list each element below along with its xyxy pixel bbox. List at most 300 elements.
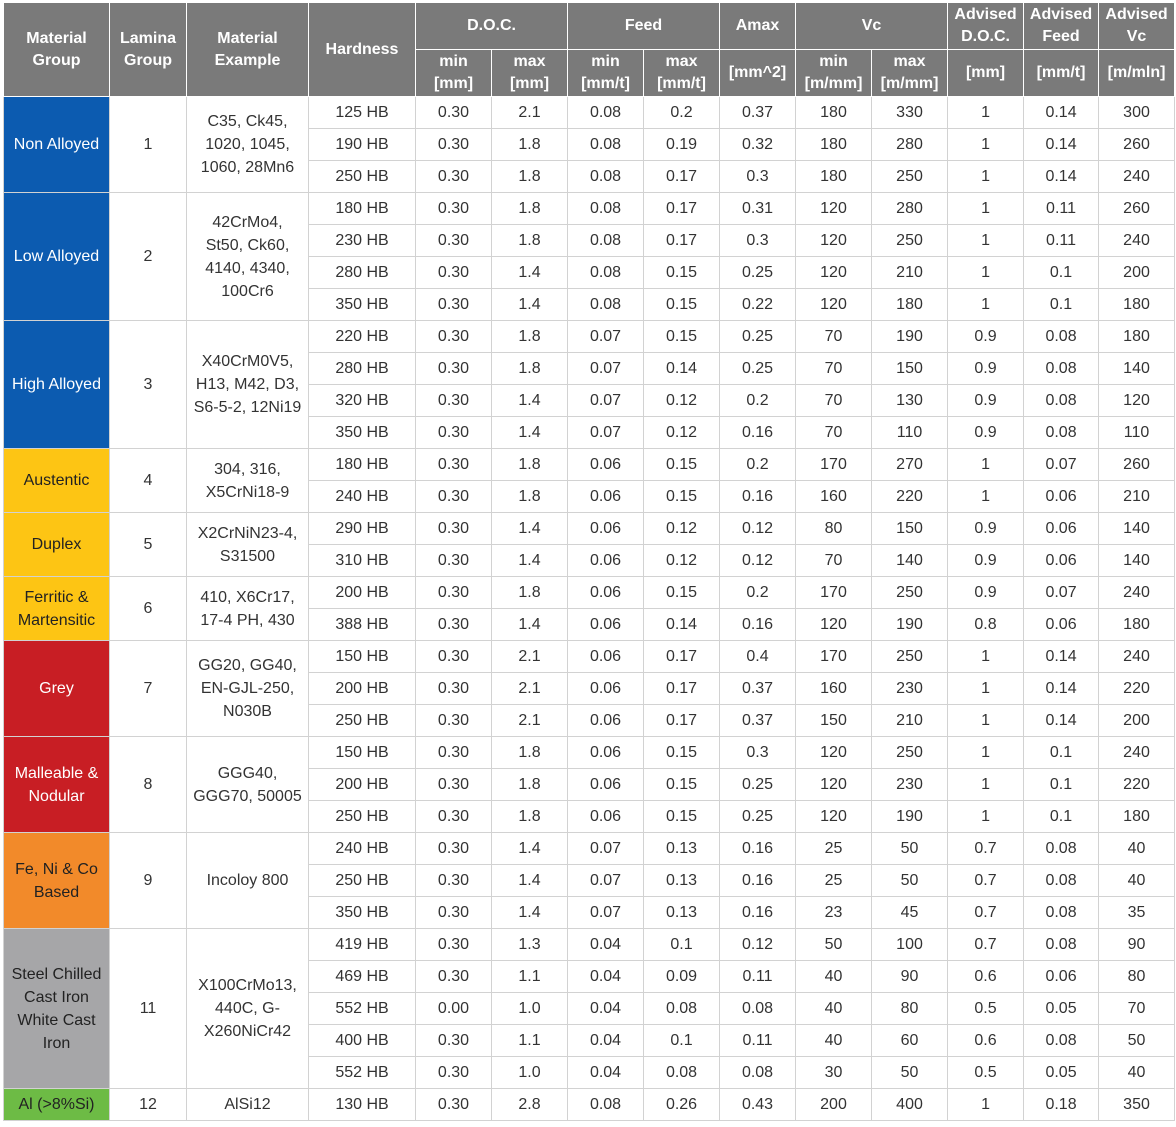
feed-min-cell: 0.08 [568, 1089, 644, 1121]
header-doc: D.O.C. [416, 3, 568, 50]
feed-min-cell: 0.06 [568, 641, 644, 673]
hardness-cell: 419 HB [309, 929, 416, 961]
vc-min-cell: 30 [796, 1057, 872, 1089]
vc-max-cell: 110 [872, 417, 948, 449]
advised-feed-cell: 0.1 [1024, 801, 1099, 833]
material-example-cell: Incoloy 800 [187, 833, 309, 929]
material-group-cell: Steel Chilled Cast Iron White Cast Iron [4, 929, 110, 1089]
amax-cell: 0.11 [720, 1025, 796, 1057]
advised-feed-cell: 0.08 [1024, 353, 1099, 385]
table-row [4, 833, 1175, 865]
material-group-cell: Low Alloyed [4, 193, 110, 321]
doc-min-cell: 0.30 [416, 193, 492, 225]
header-feed-min: min [mm/t] [568, 50, 644, 97]
table-row [4, 929, 1175, 961]
feed-min-cell: 0.08 [568, 257, 644, 289]
feed-max-cell: 0.12 [644, 417, 720, 449]
vc-max-cell: 330 [872, 97, 948, 129]
doc-min-cell: 0.30 [416, 289, 492, 321]
table-row [4, 1089, 1175, 1121]
material-group-cell: Duplex [4, 513, 110, 577]
hardness-cell: 130 HB [309, 1089, 416, 1121]
material-group-cell: Fe, Ni & Co Based [4, 833, 110, 929]
advised-doc-cell: 0.9 [948, 513, 1024, 545]
header-lamina-group: Lamina Group [110, 3, 187, 97]
advised-feed-cell: 0.18 [1024, 1089, 1099, 1121]
table-row [4, 513, 1175, 545]
advised-vc-cell: 200 [1099, 257, 1175, 289]
header-doc-min: min [mm] [416, 50, 492, 97]
cutting-data-table [3, 2, 1175, 1121]
advised-doc-cell: 0.5 [948, 1057, 1024, 1089]
doc-min-cell: 0.30 [416, 769, 492, 801]
header-amax: Amax [720, 3, 796, 50]
amax-cell: 0.11 [720, 961, 796, 993]
feed-min-cell: 0.06 [568, 769, 644, 801]
vc-min-cell: 180 [796, 161, 872, 193]
advised-doc-cell: 0.6 [948, 1025, 1024, 1057]
vc-min-cell: 120 [796, 801, 872, 833]
doc-max-cell: 1.8 [492, 193, 568, 225]
advised-vc-cell: 180 [1099, 289, 1175, 321]
doc-max-cell: 2.1 [492, 641, 568, 673]
hardness-cell: 230 HB [309, 225, 416, 257]
advised-feed-cell: 0.07 [1024, 449, 1099, 481]
material-group-cell: High Alloyed [4, 321, 110, 449]
advised-feed-cell: 0.14 [1024, 673, 1099, 705]
vc-max-cell: 250 [872, 161, 948, 193]
feed-min-cell: 0.06 [568, 481, 644, 513]
header-advised-feed-unit: [mm/t] [1024, 50, 1099, 97]
feed-max-cell: 0.09 [644, 961, 720, 993]
advised-doc-cell: 1 [948, 737, 1024, 769]
hardness-cell: 150 HB [309, 641, 416, 673]
advised-doc-cell: 0.7 [948, 833, 1024, 865]
vc-max-cell: 90 [872, 961, 948, 993]
doc-max-cell: 1.4 [492, 609, 568, 641]
doc-min-cell: 0.30 [416, 225, 492, 257]
vc-max-cell: 250 [872, 641, 948, 673]
hardness-cell: 350 HB [309, 289, 416, 321]
feed-min-cell: 0.06 [568, 673, 644, 705]
vc-min-cell: 120 [796, 737, 872, 769]
material-example-cell: 304, 316, X5CrNi18-9 [187, 449, 309, 513]
feed-min-cell: 0.06 [568, 801, 644, 833]
table-body [4, 97, 1175, 1121]
hardness-cell: 250 HB [309, 161, 416, 193]
hardness-cell: 350 HB [309, 417, 416, 449]
amax-cell: 0.3 [720, 161, 796, 193]
material-example-cell: 410, X6Cr17, 17-4 PH, 430 [187, 577, 309, 641]
hardness-cell: 350 HB [309, 897, 416, 929]
feed-min-cell: 0.04 [568, 929, 644, 961]
feed-min-cell: 0.04 [568, 1025, 644, 1057]
amax-cell: 0.08 [720, 993, 796, 1025]
doc-max-cell: 1.8 [492, 353, 568, 385]
lamina-group-cell: 5 [110, 513, 187, 577]
table-row [4, 321, 1175, 353]
advised-vc-cell: 260 [1099, 129, 1175, 161]
vc-max-cell: 50 [872, 1057, 948, 1089]
advised-vc-cell: 240 [1099, 577, 1175, 609]
advised-feed-cell: 0.1 [1024, 737, 1099, 769]
advised-feed-cell: 0.06 [1024, 481, 1099, 513]
header-vc: Vc [796, 3, 948, 50]
advised-doc-cell: 0.9 [948, 321, 1024, 353]
vc-min-cell: 200 [796, 1089, 872, 1121]
advised-vc-cell: 180 [1099, 801, 1175, 833]
vc-max-cell: 400 [872, 1089, 948, 1121]
vc-max-cell: 45 [872, 897, 948, 929]
vc-max-cell: 250 [872, 225, 948, 257]
amax-cell: 0.31 [720, 193, 796, 225]
advised-vc-cell: 240 [1099, 161, 1175, 193]
vc-min-cell: 180 [796, 97, 872, 129]
hardness-cell: 250 HB [309, 865, 416, 897]
advised-vc-cell: 110 [1099, 417, 1175, 449]
vc-min-cell: 23 [796, 897, 872, 929]
material-example-cell: C35, Ck45, 1020, 1045, 1060, 28Mn6 [187, 97, 309, 193]
amax-cell: 0.25 [720, 321, 796, 353]
vc-max-cell: 220 [872, 481, 948, 513]
doc-max-cell: 1.8 [492, 577, 568, 609]
feed-min-cell: 0.07 [568, 865, 644, 897]
advised-vc-cell: 140 [1099, 545, 1175, 577]
advised-vc-cell: 300 [1099, 97, 1175, 129]
doc-max-cell: 1.4 [492, 545, 568, 577]
amax-cell: 0.32 [720, 129, 796, 161]
doc-max-cell: 1.8 [492, 161, 568, 193]
amax-cell: 0.12 [720, 545, 796, 577]
vc-max-cell: 190 [872, 801, 948, 833]
vc-max-cell: 250 [872, 737, 948, 769]
advised-doc-cell: 0.9 [948, 385, 1024, 417]
advised-feed-cell: 0.08 [1024, 385, 1099, 417]
advised-feed-cell: 0.08 [1024, 321, 1099, 353]
header-material-example: Material Example [187, 3, 309, 97]
advised-vc-cell: 70 [1099, 993, 1175, 1025]
advised-vc-cell: 240 [1099, 225, 1175, 257]
advised-doc-cell: 1 [948, 289, 1024, 321]
header-amax-unit: [mm^2] [720, 50, 796, 97]
feed-max-cell: 0.13 [644, 865, 720, 897]
doc-max-cell: 1.4 [492, 865, 568, 897]
vc-max-cell: 150 [872, 513, 948, 545]
hardness-cell: 125 HB [309, 97, 416, 129]
advised-feed-cell: 0.14 [1024, 641, 1099, 673]
feed-max-cell: 0.13 [644, 897, 720, 929]
advised-vc-cell: 80 [1099, 961, 1175, 993]
feed-min-cell: 0.08 [568, 289, 644, 321]
feed-max-cell: 0.08 [644, 993, 720, 1025]
advised-vc-cell: 140 [1099, 513, 1175, 545]
table-header [4, 3, 1175, 97]
header-advised-doc: Advised D.O.C. [948, 3, 1024, 50]
advised-feed-cell: 0.08 [1024, 1025, 1099, 1057]
vc-min-cell: 150 [796, 705, 872, 737]
vc-min-cell: 70 [796, 321, 872, 353]
advised-vc-cell: 50 [1099, 1025, 1175, 1057]
header-advised-vc-unit: [m/mln] [1099, 50, 1175, 97]
vc-min-cell: 170 [796, 641, 872, 673]
vc-min-cell: 70 [796, 385, 872, 417]
feed-max-cell: 0.08 [644, 1057, 720, 1089]
feed-max-cell: 0.14 [644, 353, 720, 385]
doc-max-cell: 1.1 [492, 961, 568, 993]
amax-cell: 0.37 [720, 673, 796, 705]
advised-doc-cell: 1 [948, 769, 1024, 801]
advised-feed-cell: 0.07 [1024, 577, 1099, 609]
feed-max-cell: 0.2 [644, 97, 720, 129]
advised-vc-cell: 180 [1099, 321, 1175, 353]
header-feed: Feed [568, 3, 720, 50]
vc-max-cell: 100 [872, 929, 948, 961]
amax-cell: 0.4 [720, 641, 796, 673]
hardness-cell: 240 HB [309, 833, 416, 865]
doc-min-cell: 0.30 [416, 961, 492, 993]
doc-max-cell: 1.4 [492, 385, 568, 417]
doc-max-cell: 1.4 [492, 833, 568, 865]
advised-doc-cell: 0.7 [948, 897, 1024, 929]
doc-min-cell: 0.30 [416, 705, 492, 737]
feed-max-cell: 0.17 [644, 641, 720, 673]
feed-min-cell: 0.06 [568, 577, 644, 609]
feed-min-cell: 0.07 [568, 897, 644, 929]
feed-max-cell: 0.19 [644, 129, 720, 161]
feed-max-cell: 0.15 [644, 321, 720, 353]
vc-max-cell: 230 [872, 769, 948, 801]
hardness-cell: 250 HB [309, 801, 416, 833]
doc-min-cell: 0.30 [416, 865, 492, 897]
advised-doc-cell: 1 [948, 225, 1024, 257]
table-row [4, 97, 1175, 129]
advised-vc-cell: 350 [1099, 1089, 1175, 1121]
doc-min-cell: 0.30 [416, 1089, 492, 1121]
doc-min-cell: 0.30 [416, 161, 492, 193]
feed-min-cell: 0.04 [568, 1057, 644, 1089]
doc-max-cell: 2.1 [492, 705, 568, 737]
vc-max-cell: 210 [872, 705, 948, 737]
advised-doc-cell: 0.7 [948, 865, 1024, 897]
lamina-group-cell: 1 [110, 97, 187, 193]
advised-doc-cell: 1 [948, 97, 1024, 129]
material-example-cell: GGG40, GGG70, 50005 [187, 737, 309, 833]
feed-max-cell: 0.12 [644, 385, 720, 417]
amax-cell: 0.08 [720, 1057, 796, 1089]
doc-min-cell: 0.30 [416, 353, 492, 385]
vc-max-cell: 210 [872, 257, 948, 289]
amax-cell: 0.22 [720, 289, 796, 321]
vc-max-cell: 50 [872, 833, 948, 865]
doc-min-cell: 0.30 [416, 1057, 492, 1089]
vc-max-cell: 230 [872, 673, 948, 705]
advised-vc-cell: 200 [1099, 705, 1175, 737]
advised-vc-cell: 220 [1099, 769, 1175, 801]
vc-max-cell: 140 [872, 545, 948, 577]
vc-min-cell: 70 [796, 417, 872, 449]
material-example-cell: 42CrMo4, St50, Ck60, 4140, 4340, 100Cr6 [187, 193, 309, 321]
hardness-cell: 150 HB [309, 737, 416, 769]
advised-doc-cell: 1 [948, 1089, 1024, 1121]
vc-min-cell: 70 [796, 545, 872, 577]
vc-min-cell: 120 [796, 193, 872, 225]
doc-max-cell: 1.4 [492, 257, 568, 289]
amax-cell: 0.25 [720, 801, 796, 833]
doc-max-cell: 1.0 [492, 1057, 568, 1089]
feed-max-cell: 0.26 [644, 1089, 720, 1121]
table-row [4, 193, 1175, 225]
doc-min-cell: 0.30 [416, 385, 492, 417]
header-advised-vc: Advised Vc [1099, 3, 1175, 50]
feed-min-cell: 0.08 [568, 129, 644, 161]
hardness-cell: 220 HB [309, 321, 416, 353]
feed-max-cell: 0.15 [644, 289, 720, 321]
lamina-group-cell: 2 [110, 193, 187, 321]
advised-feed-cell: 0.14 [1024, 161, 1099, 193]
advised-feed-cell: 0.08 [1024, 417, 1099, 449]
amax-cell: 0.2 [720, 577, 796, 609]
vc-max-cell: 180 [872, 289, 948, 321]
advised-feed-cell: 0.08 [1024, 929, 1099, 961]
table-row [4, 641, 1175, 673]
feed-max-cell: 0.17 [644, 193, 720, 225]
doc-min-cell: 0.30 [416, 897, 492, 929]
doc-max-cell: 1.8 [492, 129, 568, 161]
amax-cell: 0.2 [720, 385, 796, 417]
advised-doc-cell: 1 [948, 801, 1024, 833]
header-material-group: Material Group [4, 3, 110, 97]
doc-min-cell: 0.30 [416, 609, 492, 641]
material-example-cell: GG20, GG40, EN-GJL-250, N030B [187, 641, 309, 737]
vc-min-cell: 25 [796, 833, 872, 865]
advised-vc-cell: 140 [1099, 353, 1175, 385]
vc-min-cell: 25 [796, 865, 872, 897]
vc-min-cell: 180 [796, 129, 872, 161]
vc-max-cell: 80 [872, 993, 948, 1025]
material-group-cell: Grey [4, 641, 110, 737]
doc-max-cell: 1.8 [492, 737, 568, 769]
vc-max-cell: 50 [872, 865, 948, 897]
amax-cell: 0.37 [720, 705, 796, 737]
doc-min-cell: 0.30 [416, 1025, 492, 1057]
doc-max-cell: 1.4 [492, 417, 568, 449]
amax-cell: 0.25 [720, 353, 796, 385]
feed-min-cell: 0.07 [568, 353, 644, 385]
advised-vc-cell: 40 [1099, 1057, 1175, 1089]
vc-min-cell: 70 [796, 353, 872, 385]
advised-vc-cell: 180 [1099, 609, 1175, 641]
doc-max-cell: 1.0 [492, 993, 568, 1025]
advised-vc-cell: 120 [1099, 385, 1175, 417]
advised-vc-cell: 40 [1099, 833, 1175, 865]
feed-min-cell: 0.06 [568, 449, 644, 481]
vc-max-cell: 190 [872, 609, 948, 641]
doc-max-cell: 1.1 [492, 1025, 568, 1057]
feed-max-cell: 0.13 [644, 833, 720, 865]
amax-cell: 0.16 [720, 833, 796, 865]
vc-min-cell: 170 [796, 449, 872, 481]
feed-max-cell: 0.15 [644, 801, 720, 833]
advised-feed-cell: 0.14 [1024, 129, 1099, 161]
amax-cell: 0.16 [720, 897, 796, 929]
amax-cell: 0.37 [720, 97, 796, 129]
vc-min-cell: 50 [796, 929, 872, 961]
doc-min-cell: 0.00 [416, 993, 492, 1025]
advised-vc-cell: 220 [1099, 673, 1175, 705]
feed-max-cell: 0.17 [644, 225, 720, 257]
advised-feed-cell: 0.11 [1024, 225, 1099, 257]
amax-cell: 0.12 [720, 929, 796, 961]
lamina-group-cell: 11 [110, 929, 187, 1089]
doc-min-cell: 0.30 [416, 129, 492, 161]
vc-min-cell: 80 [796, 513, 872, 545]
feed-min-cell: 0.04 [568, 961, 644, 993]
feed-max-cell: 0.15 [644, 769, 720, 801]
header-feed-max: max [mm/t] [644, 50, 720, 97]
vc-min-cell: 120 [796, 225, 872, 257]
hardness-cell: 290 HB [309, 513, 416, 545]
vc-min-cell: 160 [796, 481, 872, 513]
advised-doc-cell: 1 [948, 161, 1024, 193]
advised-doc-cell: 1 [948, 449, 1024, 481]
vc-min-cell: 40 [796, 961, 872, 993]
material-example-cell: X2CrNiN23-4, S31500 [187, 513, 309, 577]
table-row [4, 577, 1175, 609]
doc-max-cell: 1.4 [492, 897, 568, 929]
feed-min-cell: 0.07 [568, 833, 644, 865]
advised-feed-cell: 0.11 [1024, 193, 1099, 225]
feed-max-cell: 0.15 [644, 577, 720, 609]
header-hardness: Hardness [309, 3, 416, 97]
doc-max-cell: 2.1 [492, 673, 568, 705]
doc-max-cell: 1.8 [492, 769, 568, 801]
advised-feed-cell: 0.06 [1024, 513, 1099, 545]
material-group-cell: Austentic [4, 449, 110, 513]
feed-min-cell: 0.06 [568, 513, 644, 545]
material-example-cell: X40CrM0V5, H13, M42, D3, S6-5-2, 12Ni19 [187, 321, 309, 449]
hardness-cell: 552 HB [309, 993, 416, 1025]
hardness-cell: 180 HB [309, 193, 416, 225]
feed-max-cell: 0.12 [644, 545, 720, 577]
hardness-cell: 280 HB [309, 257, 416, 289]
header-vc-max: max [m/mm] [872, 50, 948, 97]
doc-min-cell: 0.30 [416, 97, 492, 129]
advised-doc-cell: 0.8 [948, 609, 1024, 641]
amax-cell: 0.25 [720, 769, 796, 801]
advised-vc-cell: 260 [1099, 193, 1175, 225]
table-row [4, 737, 1175, 769]
advised-feed-cell: 0.08 [1024, 865, 1099, 897]
advised-doc-cell: 0.9 [948, 577, 1024, 609]
hardness-cell: 200 HB [309, 673, 416, 705]
material-group-cell: Al (>8%Si) [4, 1089, 110, 1121]
feed-min-cell: 0.07 [568, 385, 644, 417]
lamina-group-cell: 9 [110, 833, 187, 929]
vc-max-cell: 60 [872, 1025, 948, 1057]
doc-min-cell: 0.30 [416, 481, 492, 513]
doc-min-cell: 0.30 [416, 577, 492, 609]
doc-min-cell: 0.30 [416, 801, 492, 833]
vc-max-cell: 280 [872, 129, 948, 161]
vc-min-cell: 120 [796, 769, 872, 801]
advised-doc-cell: 0.6 [948, 961, 1024, 993]
feed-min-cell: 0.06 [568, 609, 644, 641]
doc-min-cell: 0.30 [416, 321, 492, 353]
feed-min-cell: 0.06 [568, 705, 644, 737]
lamina-group-cell: 7 [110, 641, 187, 737]
amax-cell: 0.12 [720, 513, 796, 545]
amax-cell: 0.3 [720, 225, 796, 257]
